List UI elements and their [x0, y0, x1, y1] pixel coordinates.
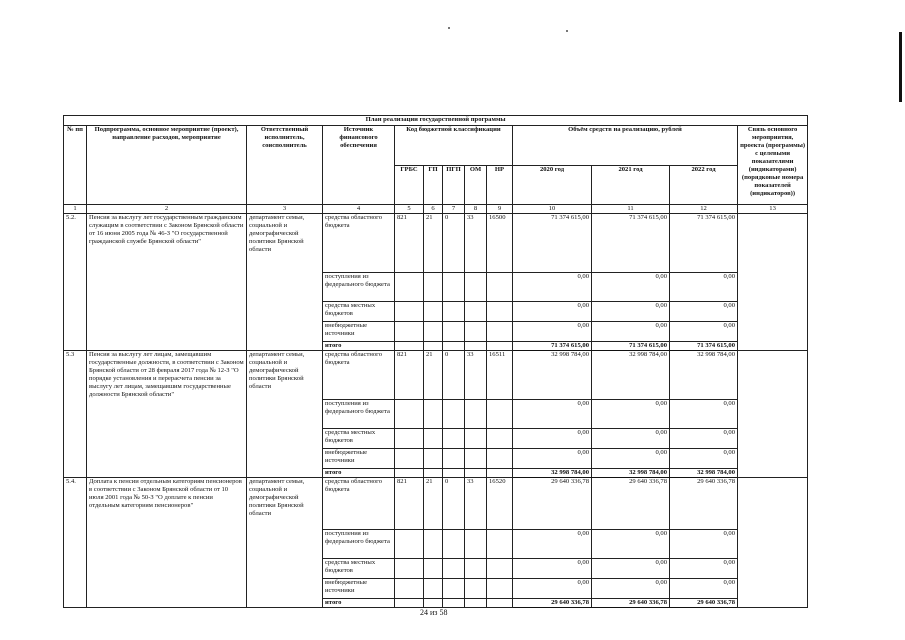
total-2021: 71 374 615,00 — [592, 342, 670, 351]
code-pgp — [443, 530, 465, 559]
amount-2021: 29 640 336,78 — [592, 478, 670, 530]
amount-2022: 0,00 — [670, 449, 738, 469]
code-pr — [487, 559, 513, 579]
header-num: № пп — [64, 126, 87, 205]
amount-2021: 32 998 784,00 — [592, 351, 670, 400]
code-grbs — [395, 469, 424, 478]
code-pgp — [443, 449, 465, 469]
amount-2022: 0,00 — [670, 579, 738, 599]
funding-source: средства местных бюджетов — [323, 429, 395, 449]
funding-source: средства местных бюджетов — [323, 559, 395, 579]
code-pgp — [443, 469, 465, 478]
measure-number: 5.2. — [64, 214, 87, 351]
measure-executor: департамент семьи, социальной и демографической политики Брянской области — [247, 351, 323, 478]
code-grbs — [395, 559, 424, 579]
code-pr: 16500 — [487, 214, 513, 273]
amount-2022: 29 640 336,78 — [670, 478, 738, 530]
funding-source: средства областного бюджета — [323, 478, 395, 530]
header-pgp: ПГП — [443, 165, 465, 205]
column-number: 10 — [513, 205, 592, 214]
code-om — [465, 429, 487, 449]
code-pr: 16520 — [487, 478, 513, 530]
code-grbs — [395, 599, 424, 608]
code-gp — [424, 469, 443, 478]
amount-2022: 0,00 — [670, 302, 738, 322]
code-pgp — [443, 302, 465, 322]
column-number: 2 — [87, 205, 247, 214]
amount-2020: 71 374 615,00 — [513, 214, 592, 273]
column-number: 7 — [443, 205, 465, 214]
code-grbs: 821 — [395, 478, 424, 530]
code-pgp — [443, 400, 465, 429]
code-pr: 16511 — [487, 351, 513, 400]
indicator-link — [738, 214, 808, 351]
code-grbs — [395, 400, 424, 429]
code-pgp — [443, 559, 465, 579]
column-number: 13 — [738, 205, 808, 214]
code-om: 33 — [465, 351, 487, 400]
amount-2021: 0,00 — [592, 530, 670, 559]
code-pgp — [443, 273, 465, 302]
total-2021: 29 640 336,78 — [592, 599, 670, 608]
code-pr — [487, 342, 513, 351]
code-om — [465, 342, 487, 351]
code-om — [465, 400, 487, 429]
code-pr — [487, 429, 513, 449]
code-om — [465, 302, 487, 322]
header-source: Источник финансового обеспечения — [323, 126, 395, 205]
funding-source: внебюджетные источники — [323, 322, 395, 342]
header-2022: 2022 год — [670, 165, 738, 205]
column-number: 4 — [323, 205, 395, 214]
measure-description: Пенсия за выслугу лет государственным гражданским служащим в соответствии с Законом Брянской области от 16 июня 2005 года № 46-З "О государственной гражданской службе Брянской области" — [87, 214, 247, 351]
code-om — [465, 273, 487, 302]
code-om: 33 — [465, 478, 487, 530]
code-om — [465, 599, 487, 608]
code-gp — [424, 599, 443, 608]
amount-2020: 0,00 — [513, 322, 592, 342]
amount-2021: 71 374 615,00 — [592, 214, 670, 273]
code-gp: 21 — [424, 478, 443, 530]
funding-source: поступления из федерального бюджета — [323, 273, 395, 302]
total-2022: 71 374 615,00 — [670, 342, 738, 351]
code-grbs — [395, 322, 424, 342]
amount-2022: 0,00 — [670, 559, 738, 579]
scan-edge-mark — [899, 32, 902, 102]
code-grbs — [395, 302, 424, 322]
column-number: 3 — [247, 205, 323, 214]
total-2022: 32 998 784,00 — [670, 469, 738, 478]
code-om — [465, 579, 487, 599]
amount-2020: 0,00 — [513, 530, 592, 559]
table-row — [64, 351, 808, 400]
code-gp — [424, 342, 443, 351]
column-number: 12 — [670, 205, 738, 214]
amount-2020: 0,00 — [513, 400, 592, 429]
code-om: 33 — [465, 214, 487, 273]
amount-2021: 0,00 — [592, 400, 670, 429]
funding-source: поступления из федерального бюджета — [323, 530, 395, 559]
measure-group-5-4 — [64, 478, 808, 608]
measure-executor: департамент семьи, социальной и демографической политики Брянской области — [247, 214, 323, 351]
header-link: Связь основного мероприятия, проекта (программы) с целевыми показателями (индикаторами) (порядковые номера показателей (индикаторов)) — [738, 126, 808, 205]
code-gp — [424, 559, 443, 579]
code-gp — [424, 400, 443, 429]
code-grbs — [395, 273, 424, 302]
scan-speck — [448, 27, 450, 29]
code-pr — [487, 273, 513, 302]
header-code-group: Код бюджетной классификации — [395, 126, 513, 166]
measure-description: Пенсия за выслугу лет лицам, замещавшим государственные должности, в соответствии с Законом Брянской области от 28 февраля 2017 года № 12-З "О порядке установления и перерасчета пенсии за выслугу лет лицам, замещавшим государственные должности Брянской области" — [87, 351, 247, 478]
amount-2021: 0,00 — [592, 322, 670, 342]
amount-2022: 0,00 — [670, 273, 738, 302]
code-pgp: 0 — [443, 351, 465, 400]
code-pgp — [443, 322, 465, 342]
amount-2020: 0,00 — [513, 579, 592, 599]
funding-source: внебюджетные источники — [323, 449, 395, 469]
code-pr — [487, 469, 513, 478]
table-row — [64, 478, 808, 530]
code-grbs: 821 — [395, 214, 424, 273]
code-gp: 21 — [424, 351, 443, 400]
amount-2021: 0,00 — [592, 579, 670, 599]
column-number: 9 — [487, 205, 513, 214]
code-om — [465, 322, 487, 342]
amount-2021: 0,00 — [592, 429, 670, 449]
code-gp — [424, 449, 443, 469]
code-grbs — [395, 449, 424, 469]
code-grbs — [395, 530, 424, 559]
code-grbs — [395, 429, 424, 449]
code-pr — [487, 400, 513, 429]
amount-2020: 29 640 336,78 — [513, 478, 592, 530]
amount-2022: 0,00 — [670, 530, 738, 559]
total-2020: 29 640 336,78 — [513, 599, 592, 608]
code-grbs — [395, 579, 424, 599]
program-plan-table — [63, 115, 808, 608]
funding-source: внебюджетные источники — [323, 579, 395, 599]
header-program: Подпрограмма, основное мероприятие (проект), направление расходов, мероприятие — [87, 126, 247, 205]
scan-speck — [566, 30, 568, 32]
amount-2022: 0,00 — [670, 322, 738, 342]
code-pgp: 0 — [443, 478, 465, 530]
header-grbs: ГРБС — [395, 165, 424, 205]
code-om — [465, 559, 487, 579]
table-caption: План реализации государственной программы — [64, 116, 808, 126]
code-grbs — [395, 342, 424, 351]
column-number: 6 — [424, 205, 443, 214]
header-2021: 2021 год — [592, 165, 670, 205]
funding-source: поступления из федерального бюджета — [323, 400, 395, 429]
code-pgp — [443, 599, 465, 608]
code-om — [465, 449, 487, 469]
measure-number: 5.3 — [64, 351, 87, 478]
header-executor: Ответственный исполнитель, соисполнитель — [247, 126, 323, 205]
code-grbs: 821 — [395, 351, 424, 400]
amount-2020: 32 998 784,00 — [513, 351, 592, 400]
code-gp — [424, 530, 443, 559]
code-pr — [487, 449, 513, 469]
column-number: 8 — [465, 205, 487, 214]
amount-2020: 0,00 — [513, 429, 592, 449]
code-pr — [487, 530, 513, 559]
column-number: 11 — [592, 205, 670, 214]
total-2022: 29 640 336,78 — [670, 599, 738, 608]
code-gp — [424, 302, 443, 322]
indicator-link — [738, 351, 808, 478]
amount-2020: 0,00 — [513, 273, 592, 302]
header-om: ОМ — [465, 165, 487, 205]
amount-2021: 0,00 — [592, 449, 670, 469]
total-2021: 32 998 784,00 — [592, 469, 670, 478]
funding-source: средства местных бюджетов — [323, 302, 395, 322]
code-pr — [487, 322, 513, 342]
code-gp: 21 — [424, 214, 443, 273]
measure-group-5-3 — [64, 351, 808, 478]
amount-2020: 0,00 — [513, 449, 592, 469]
code-pr — [487, 599, 513, 608]
code-gp — [424, 273, 443, 302]
amount-2022: 0,00 — [670, 429, 738, 449]
amount-2021: 0,00 — [592, 302, 670, 322]
amount-2021: 0,00 — [592, 559, 670, 579]
code-om — [465, 530, 487, 559]
total-label: итого — [323, 469, 395, 478]
measure-group-5-2 — [64, 214, 808, 351]
total-2020: 71 374 615,00 — [513, 342, 592, 351]
code-gp — [424, 322, 443, 342]
amount-2022: 71 374 615,00 — [670, 214, 738, 273]
funding-source: средства областного бюджета — [323, 351, 395, 400]
header-pr: НР — [487, 165, 513, 205]
code-pgp — [443, 342, 465, 351]
code-pgp: 0 — [443, 214, 465, 273]
amount-2022: 32 998 784,00 — [670, 351, 738, 400]
total-label: итого — [323, 342, 395, 351]
code-om — [465, 469, 487, 478]
measure-executor: департамент семьи, социальной и демографической политики Брянской области — [247, 478, 323, 608]
code-pr — [487, 579, 513, 599]
indicator-link — [738, 478, 808, 608]
header-amount-group: Объём средств на реализацию, рублей — [513, 126, 738, 166]
page-number: 24 из 58 — [420, 608, 448, 617]
funding-source: средства областного бюджета — [323, 214, 395, 273]
code-pgp — [443, 579, 465, 599]
header-gp: ГП — [424, 165, 443, 205]
amount-2020: 0,00 — [513, 302, 592, 322]
amount-2022: 0,00 — [670, 400, 738, 429]
table-row — [64, 214, 808, 273]
total-2020: 32 998 784,00 — [513, 469, 592, 478]
code-pr — [487, 302, 513, 322]
header-2020: 2020 год — [513, 165, 592, 205]
column-number: 1 — [64, 205, 87, 214]
amount-2020: 0,00 — [513, 559, 592, 579]
measure-description: Доплата к пенсии отдельным категориям пенсионеров в соответствии с Законом Брянской области от 10 июля 2001 года № 50-З "О доплате к пенсии отдельным категориям пенсионеров" — [87, 478, 247, 608]
code-gp — [424, 579, 443, 599]
code-gp — [424, 429, 443, 449]
measure-number: 5.4. — [64, 478, 87, 608]
amount-2021: 0,00 — [592, 273, 670, 302]
code-pgp — [443, 429, 465, 449]
total-label: итого — [323, 599, 395, 608]
column-number: 5 — [395, 205, 424, 214]
